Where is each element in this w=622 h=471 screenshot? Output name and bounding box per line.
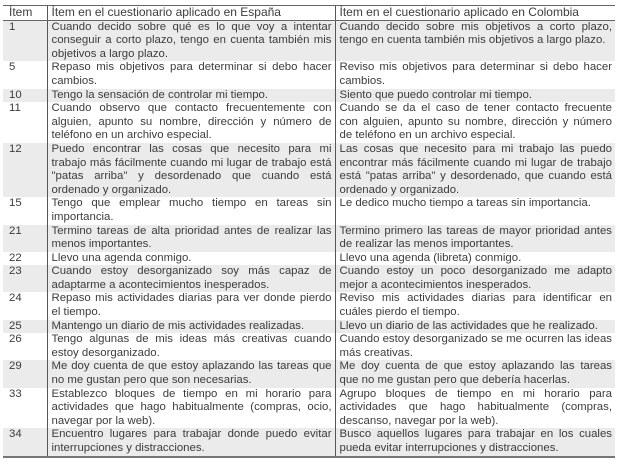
spain-item-text: Me doy cuenta de que estoy aplazando las tareas que no me gustan pero que son necesarias. xyxy=(47,360,335,387)
spain-item-text: Cuando observo que contacto frecuentemente con alguien, apunto su nombre, dirección y número de teléfono en un archivo especial. xyxy=(47,102,335,143)
item-number: 24 xyxy=(9,292,22,305)
table-header-row xyxy=(3,6,615,21)
table-row xyxy=(3,61,615,88)
item-number: 26 xyxy=(9,333,22,346)
questionnaire-comparison-table xyxy=(3,5,615,458)
item-number: 21 xyxy=(3,225,47,252)
item-number: 1 xyxy=(3,20,47,61)
item-number: 5 xyxy=(9,61,16,74)
table-row xyxy=(3,388,615,429)
spain-item-text: Cuando decido sobre qué es lo que voy a intentar conseguir a corto plazo, tengo en cuenta también mis objetivos a largo plazo. xyxy=(47,20,335,61)
item-number: 33 xyxy=(9,387,22,400)
table-row xyxy=(3,333,615,360)
table-row xyxy=(3,197,615,224)
item-number: 23 xyxy=(3,265,47,292)
table-row xyxy=(3,252,615,266)
spain-item-text: Encuentro lugares para trabajar donde puedo evitar interrupciones y distracciones. xyxy=(47,428,335,456)
colombia-item-text: Las cosas que necesito para mi trabajo las puedo encontrar más fácilmente cuando mi lugar de trabajo está "patas arriba" y desordenado, que cuando está ordenado y organizado. xyxy=(335,143,615,197)
table-row xyxy=(3,225,615,252)
colombia-item-text: Reviso mis actividades diarias para identificar en cuáles pierdo el tiempo. xyxy=(335,292,615,319)
item-number: 12 xyxy=(3,143,47,197)
spain-item-text: Repaso mis actividades diarias para ver donde pierdo el tiempo. xyxy=(47,292,335,319)
table-row xyxy=(3,428,615,456)
colombia-item-text: Cuando se da el caso de tener contacto frecuente con alguien, apunto su nombre, dirección y número de teléfono en un archivo especial. xyxy=(335,102,615,143)
colombia-item-text: Me doy cuenta de que estoy aplazando las tareas que no me gustan pero que debería hacerlas. xyxy=(335,360,615,387)
spain-item-text: Puedo encontrar las cosas que necesito para mi trabajo más fácilmente cuando mi lugar de trabajo está "patas arriba" y desordenado que cuando está ordenado y organizado. xyxy=(47,143,335,197)
colombia-item-text: Busco aquellos lugares para trabajar en los cuales pueda evitar interrupciones y distracciones. xyxy=(335,428,615,456)
colombia-item-text: Llevo un diario de las actividades que he realizado. xyxy=(335,320,615,334)
table-row xyxy=(3,265,615,292)
table-row xyxy=(3,143,615,197)
spain-item-text: Llevo una agenda conmigo. xyxy=(47,252,335,266)
item-number: 34 xyxy=(3,428,47,456)
item-number: 10 xyxy=(3,89,47,103)
item-number: 11 xyxy=(9,102,21,115)
colombia-item-text: Cuando estoy desorganizado se me ocurren las ideas más creativas. xyxy=(335,333,615,360)
colombia-item-text: Agrupo bloques de tiempo en mi horario para actividades que hago habitualmente (compras, descanso, navegar por la web). xyxy=(335,388,615,429)
spain-item-text: Establezco bloques de tiempo en mi horario para actividades que hago habitualmente (compras, ocio, navegar por la web). xyxy=(47,388,335,429)
header-colombia: Ítem en el cuestionario aplicado en Colombia xyxy=(335,6,615,21)
colombia-item-text: Siento que puedo controlar mi tiempo. xyxy=(335,89,615,103)
table-row xyxy=(3,20,615,61)
spain-item-text: Cuando estoy desorganizado soy más capaz de adaptarme a acontecimientos inesperados. xyxy=(47,265,335,292)
colombia-item-text: Cuando decido sobre mis objetivos a corto plazo, tengo en cuenta también mis objetivos a largo plazo. xyxy=(335,20,615,61)
item-number: 15 xyxy=(9,197,22,210)
item-number: 22 xyxy=(9,251,22,264)
table-row xyxy=(3,89,615,103)
item-number: 29 xyxy=(3,360,47,387)
table-row xyxy=(3,360,615,387)
spain-item-text: Tengo que emplear mucho tiempo en tareas sin importancia. xyxy=(47,197,335,224)
spain-item-text: Termino tareas de alta prioridad antes de realizar las menos importantes. xyxy=(47,225,335,252)
colombia-item-text: Termino primero las tareas de mayor prioridad antes de realizar las menos importantes. xyxy=(335,225,615,252)
table-row xyxy=(3,102,615,143)
header-spain: Ítem en el cuestionario aplicado en España xyxy=(47,6,335,21)
spain-item-text: Tengo la sensación de controlar mi tiempo. xyxy=(47,89,335,103)
item-number: 25 xyxy=(3,320,47,334)
colombia-item-text: Reviso mis objetivos para determinar si debo hacer cambios. xyxy=(335,61,615,88)
colombia-item-text: Cuando estoy un poco desorganizado me adapto mejor a acontecimientos inesperados. xyxy=(335,265,615,292)
spain-item-text: Repaso mis objetivos para determinar si debo hacer cambios. xyxy=(47,61,335,88)
spain-item-text: Tengo algunas de mis ideas más creativas cuando estoy desorganizado. xyxy=(47,333,335,360)
table-row xyxy=(3,320,615,334)
colombia-item-text: Llevo una agenda (libreta) conmigo. xyxy=(335,252,615,266)
colombia-item-text: Le dedico mucho tiempo a tareas sin importancia. xyxy=(335,197,615,224)
header-item: Ítem xyxy=(3,6,47,21)
spain-item-text: Mantengo un diario de mis actividades realizadas. xyxy=(47,320,335,334)
table-row xyxy=(3,292,615,319)
